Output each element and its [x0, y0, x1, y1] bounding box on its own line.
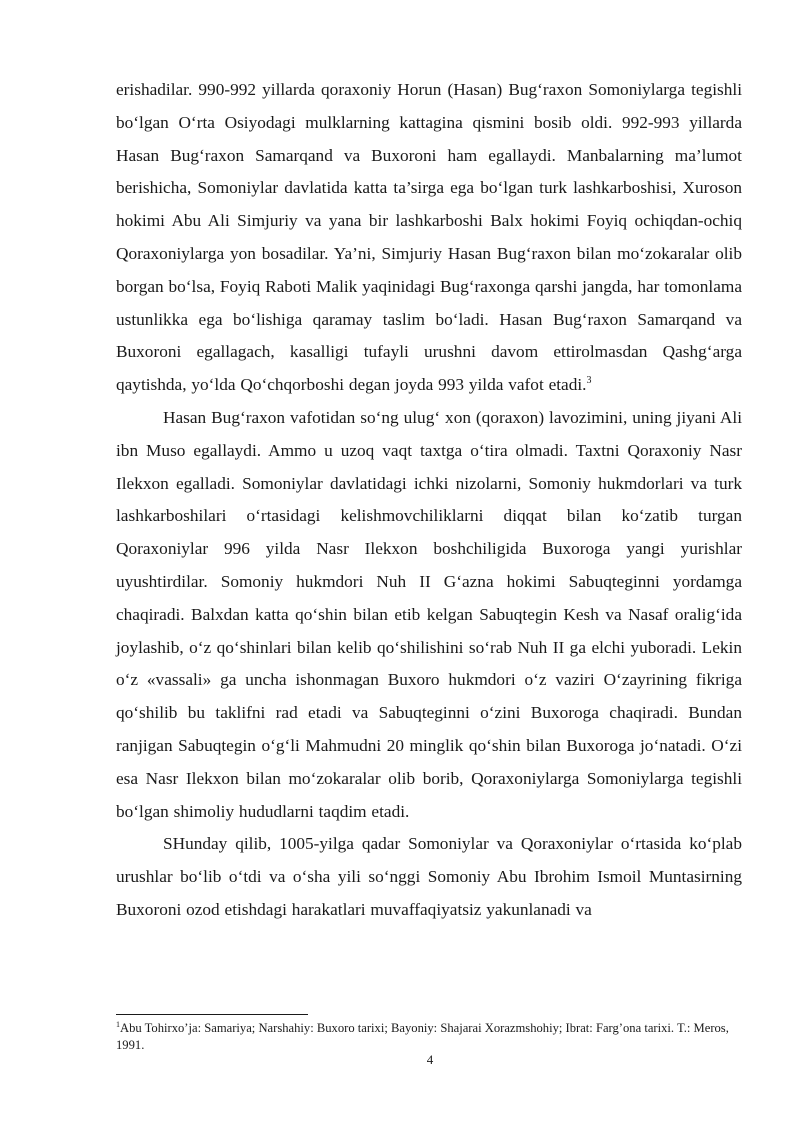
paragraph-2: Hasan Bug‘raxon vafotidan so‘ng ulug‘ xon (qoraxon) lavozimini, uning jiyani Ali ibn Muso egallaydi. Ammo u uzoq vaqt taxtga o‘tira olmadi. Taxtni Qoraxoniy Nasr Ilekxon egalladi. Somoniylar davlatidagi ichki nizolarni, Somoniy hukmdorlari va turk lashkarboshilari o‘rtasidagi kelishmovchiliklarni diqqat bilan ko‘zatib turgan Qoraxoniylar 996 yilda Nasr Ilekxon boshchiligida Buxoroga yangi yurishlar uyushtirdilar. Somoniy hukmdori Nuh II G‘azna hokimi Sabuqteginni yordamga chaqiradi. Balxdan katta qo‘shin bilan etib kelgan Sabuqtegin Kesh va Nasaf oralig‘ida joylashib, o‘z qo‘shinlari bilan kelib qo‘shilishini so‘rab Nuh II ga elchi yuboradi. Lekin o‘z «vassali» ga uncha ishonmagan Buxoro hukmdori o‘z vaziri O‘zayrining fikriga qo‘shilib bu taklifni rad etadi va Sabuqteginni o‘zini Buxoroga chaqiradi. Bundan ranjigan Sabuqtegin o‘g‘li Mahmudni 20 minglik qo‘shin bilan Buxoroga jo‘natadi. O‘zi esa Nasr Ilekxon bilan mo‘zokaralar olib borib, Qoraxoniylarga Somoniylarga tegishli bo‘lgan shimoliy hududlarni taqdim etadi. [116, 407, 742, 821]
footnote-reference[interactable]: 3 [586, 375, 592, 387]
footnote-text: Abu Tohirxo’ja: Samariya; Narshahiy: Buxoro tarixi; Bayoniy: Shajarai Xorazmshohiy; Ibrat: Farg’ona tarixi. T.: Meros, 1991. [116, 1021, 729, 1052]
page-number: 4 [426, 1052, 434, 1067]
body-text [116, 74, 742, 927]
paragraph-3: SHunday qilib, 1005-yilga qadar Somoniylar va Qoraxoniylar o‘rtasida ko‘plab urushlar bo‘lib o‘tdi va o‘sha yili so‘nggi Somoniy Abu Ibrohim Ismoil Muntasirning Buxoroni ozod etishdagi harakatlari muvaffaqiyatsiz yakunlanadi va [116, 834, 742, 919]
footnote-divider [116, 1014, 308, 1015]
paragraph-1 [116, 74, 742, 402]
footnote-mark: 1 [116, 1019, 120, 1029]
paragraph-text: erishadilar. 990-992 yillarda qoraxoniy Horun (Hasan) Bug‘raxon Somoniylarga tegishli bo‘lgan O‘rta Osiyodagi mulklarning kattagina qismini bosib oldi. 992-993 yillarda Hasan Bug‘raxon Samarqand va Buxoroni ham egallaydi. Manbalarning ma’lumot berishicha, Somoniylar davlatida katta ta’sirga ega bo‘lgan turk lashkarboshisi, Xuroson hokimi Abu Ali Simjuriy va yana bir lashkarboshi Balx hokimi Foyiq ochiqdan-ochiq Qoraxoniylarga yon bosadilar. Ya’ni, Simjuriy Hasan Bug‘raxon bilan mo‘zokaralar olib borgan bo‘lsa, Foyiq Raboti Malik yaqinidagi Bug‘raxonga qarshi jangda, har tomonlama ustunlikka ega bo‘lishiga qaramay taslim bo‘ladi. Hasan Bug‘raxon Samarqand va Buxoroni egallagach, kasalligi tufayli urushni davom ettirolmasdan Qashg‘arga qaytishda, yo‘lda Qo‘chqorboshi degan joyda 993 yilda vafot etadi. [116, 80, 742, 395]
footnote [116, 1020, 742, 1054]
